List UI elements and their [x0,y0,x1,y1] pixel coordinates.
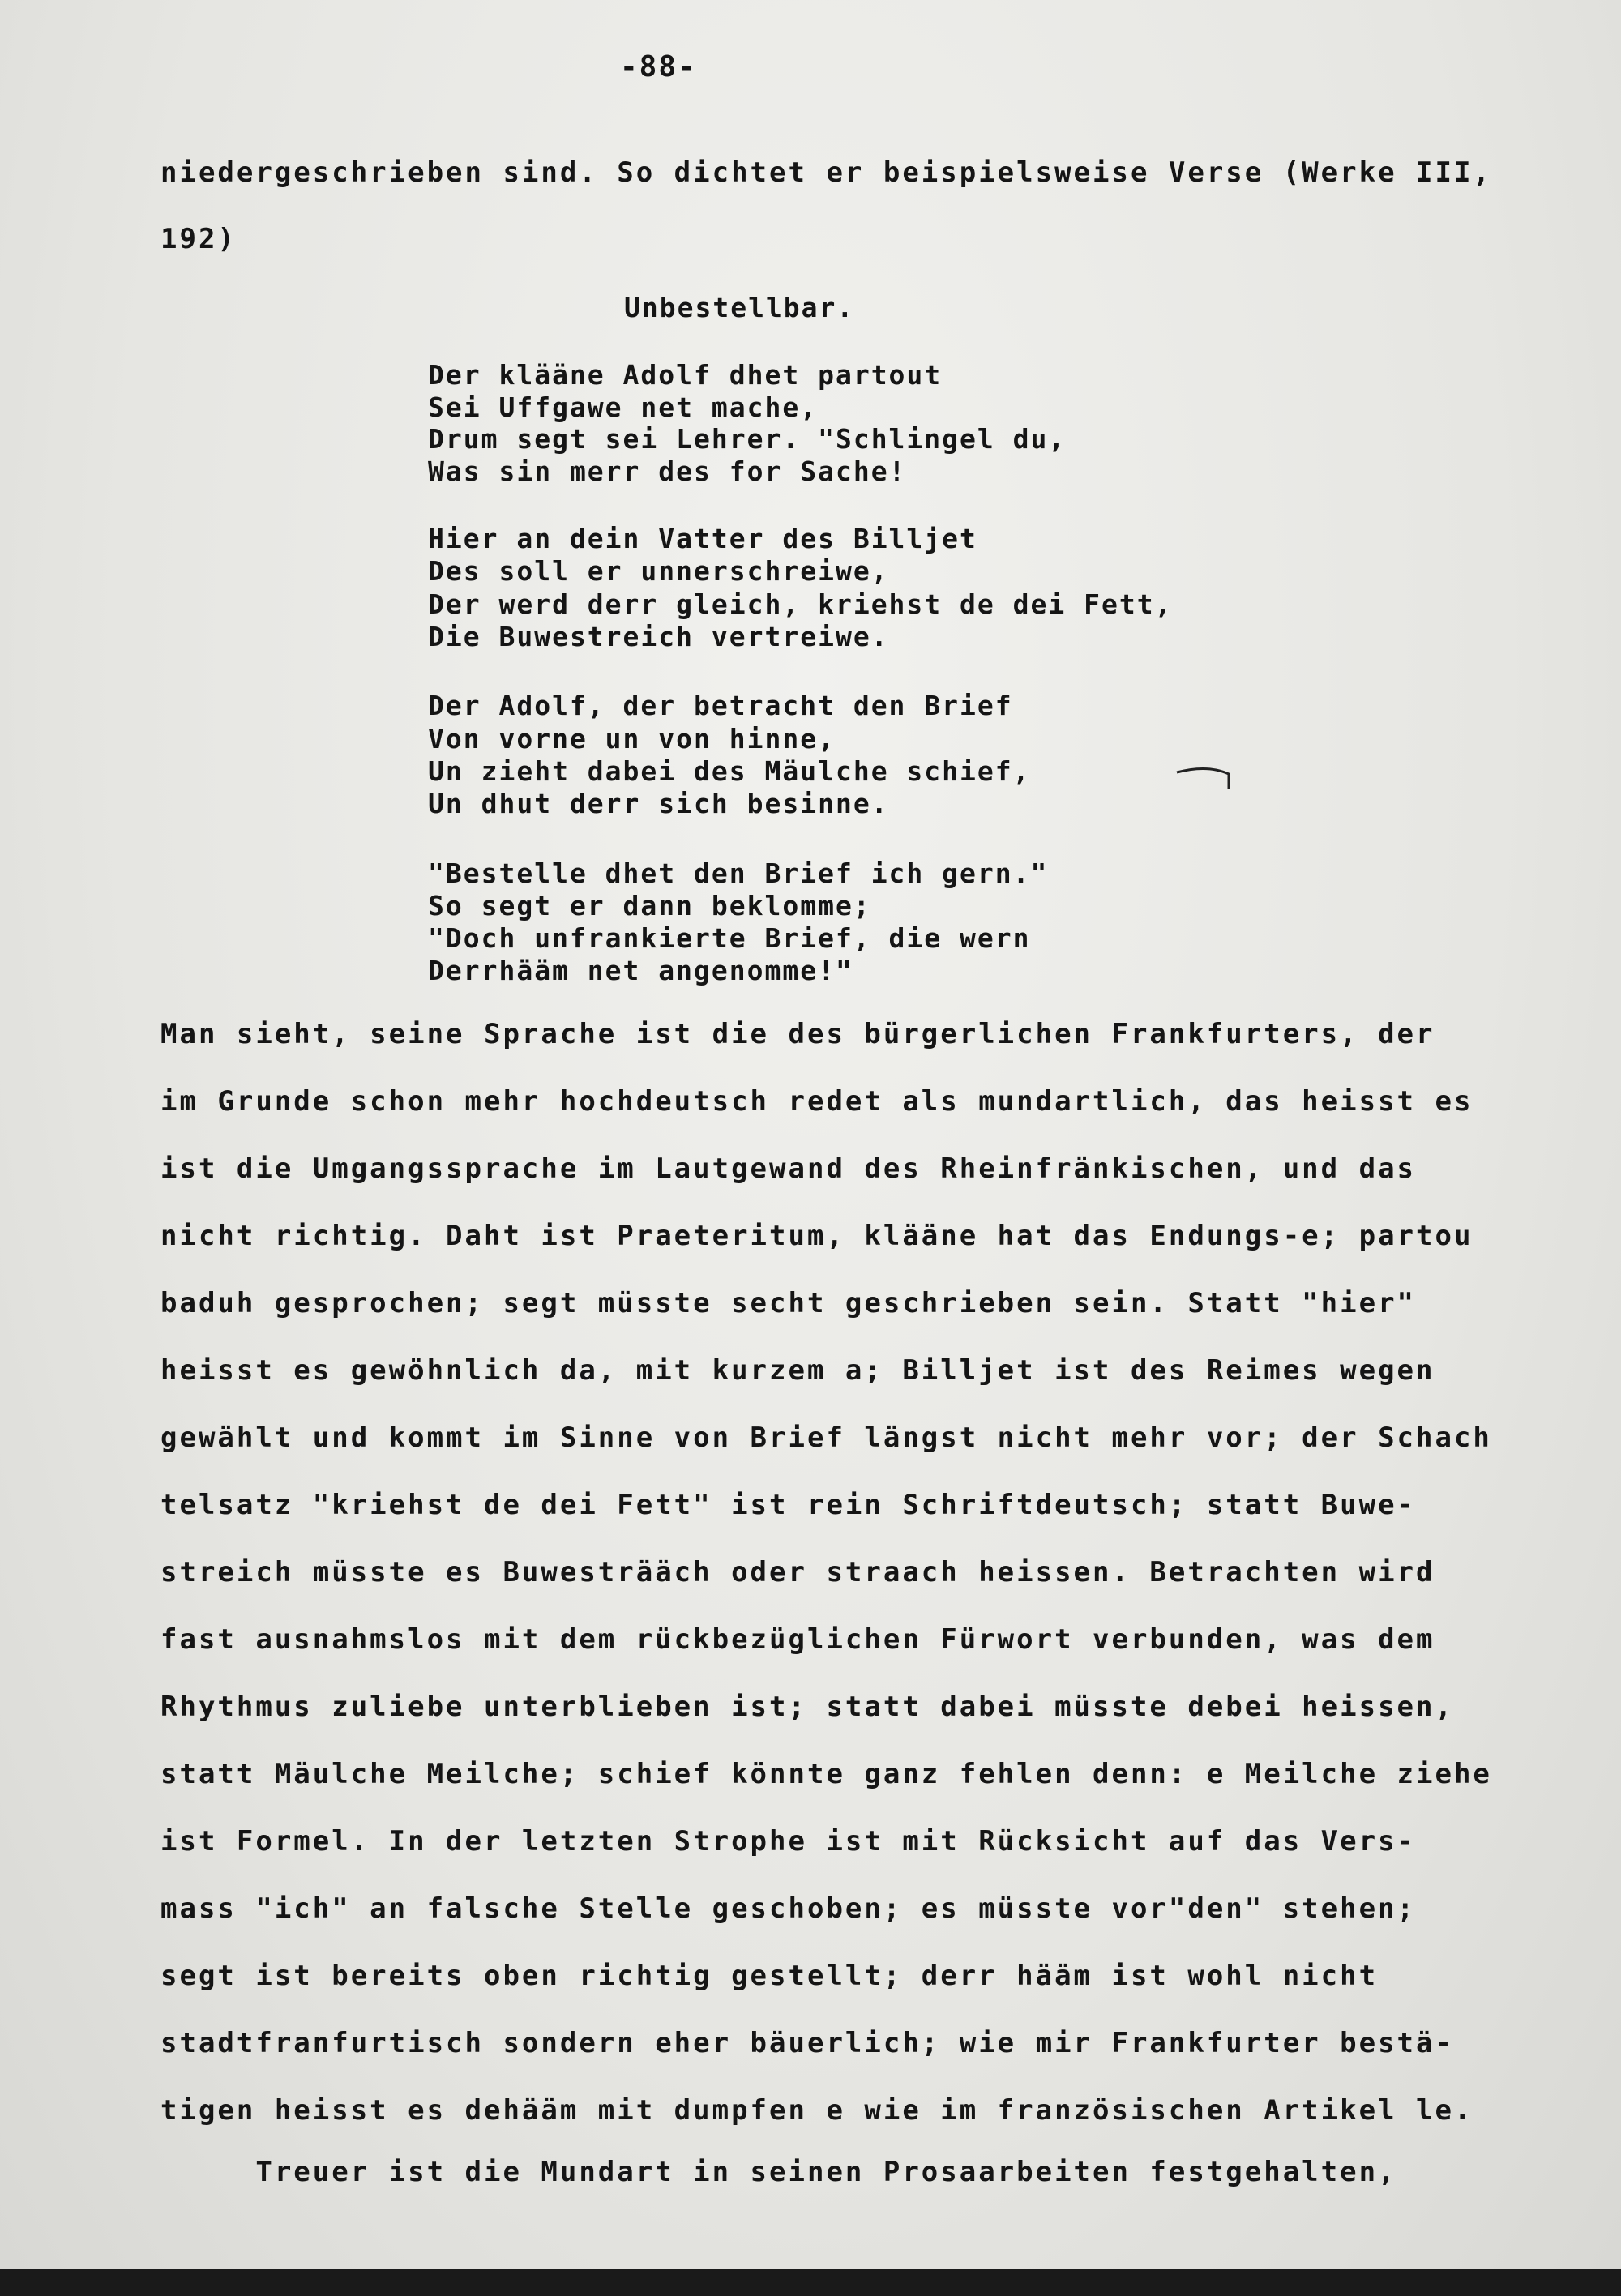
prose-line: stadtfranfurtisch sondern eher bäuerlich; wie mir Frankfurter bestä- [160,2027,1454,2059]
poem-line: Sei Uffgawe net mache, [428,391,819,423]
prose-line: Man sieht, seine Sprache ist die des bürgerlichen Frankfurters, der [160,1018,1435,1050]
poem-line: So segt er dann beklomme; [428,890,871,921]
poem-line: Hier an dein Vatter des Billjet [428,523,977,554]
poem-line: Die Buwestreich vertreiwe. [428,621,889,652]
prose-line: segt ist bereits oben richtig gestellt; derr hääm ist wohl nicht [160,1960,1379,1992]
poem-line: Der werd derr gleich, kriehst de dei Fett, [428,588,1173,620]
prose-line: statt Mäulche Meilche; schief könnte ganz fehlen denn: e Meilche ziehe [160,1758,1492,1790]
poem-line: Un zieht dabei des Mäulche schief, [428,755,1031,787]
poem-line: Was sin merr des for Sache! [428,455,907,487]
poem-line: "Doch unfrankierte Brief, die wern [428,922,1031,954]
handwritten-bracket-mark [1175,766,1240,790]
poem-line: Der Adolf, der betracht den Brief [428,690,1013,721]
prose-line: baduh gesprochen; segt müsste secht geschrieben sein. Statt "hier" [160,1287,1417,1319]
prose-line: streich müsste es Buwesträäch oder straach heissen. Betrachten wird [160,1556,1435,1588]
poem-line: Derrhääm net angenomme!" [428,955,853,986]
prose-line: nicht richtig. Daht ist Praeteritum, klääne hat das Endungs-e; partou [160,1220,1473,1252]
poem-title: Unbestellbar. [624,292,855,323]
prose-line: mass "ich" an falsche Stelle geschoben; es müsste vor"den" stehen; [160,1892,1417,1925]
poem-line: Un dhut derr sich besinne. [428,788,889,819]
prose-line: tigen heisst es dehääm mit dumpfen e wie im französischen Artikel le. [160,2094,1473,2127]
prose-line: telsatz "kriehst de dei Fett" ist rein Schriftdeutsch; statt Buwe- [160,1489,1417,1521]
prose-line: ist die Umgangssprache im Lautgewand des Rheinfränkischen, und das [160,1152,1417,1185]
poem-line: Des soll er unnerschreiwe, [428,555,889,587]
intro-line: 192) [160,223,237,255]
prose-line: gewählt und kommt im Sinne von Brief längst nicht mehr vor; der Schach [160,1422,1492,1454]
prose-line: ist Formel. In der letzten Strophe ist mit Rücksicht auf das Vers- [160,1825,1417,1858]
intro-line: niedergeschrieben sind. So dichtet er beispielsweise Verse (Werke III, [160,156,1492,189]
poem-line: Drum segt sei Lehrer. "Schlingel du, [428,423,1067,455]
prose-line: fast ausnahmslos mit dem rückbezüglichen Fürwort verbunden, was dem [160,1623,1435,1656]
prose-line: heisst es gewöhnlich da, mit kurzem a; Billjet ist des Reimes wegen [160,1354,1435,1387]
poem-line: Von vorne un von hinne, [428,723,836,755]
prose-line: Rhythmus zuliebe unterblieben ist; statt dabei müsste debei heissen, [160,1691,1454,1723]
poem-line: Der klääne Adolf dhet partout [428,359,943,391]
prose-line: Treuer ist die Mundart in seinen Prosaarbeiten festgehalten, [160,2156,1397,2188]
scan-bottom-edge [0,2269,1621,2296]
prose-line: im Grunde schon mehr hochdeutsch redet als mundartlich, das heisst es [160,1085,1473,1118]
poem-line: "Bestelle dhet den Brief ich gern." [428,857,1049,889]
page-number: -88- [620,50,697,83]
